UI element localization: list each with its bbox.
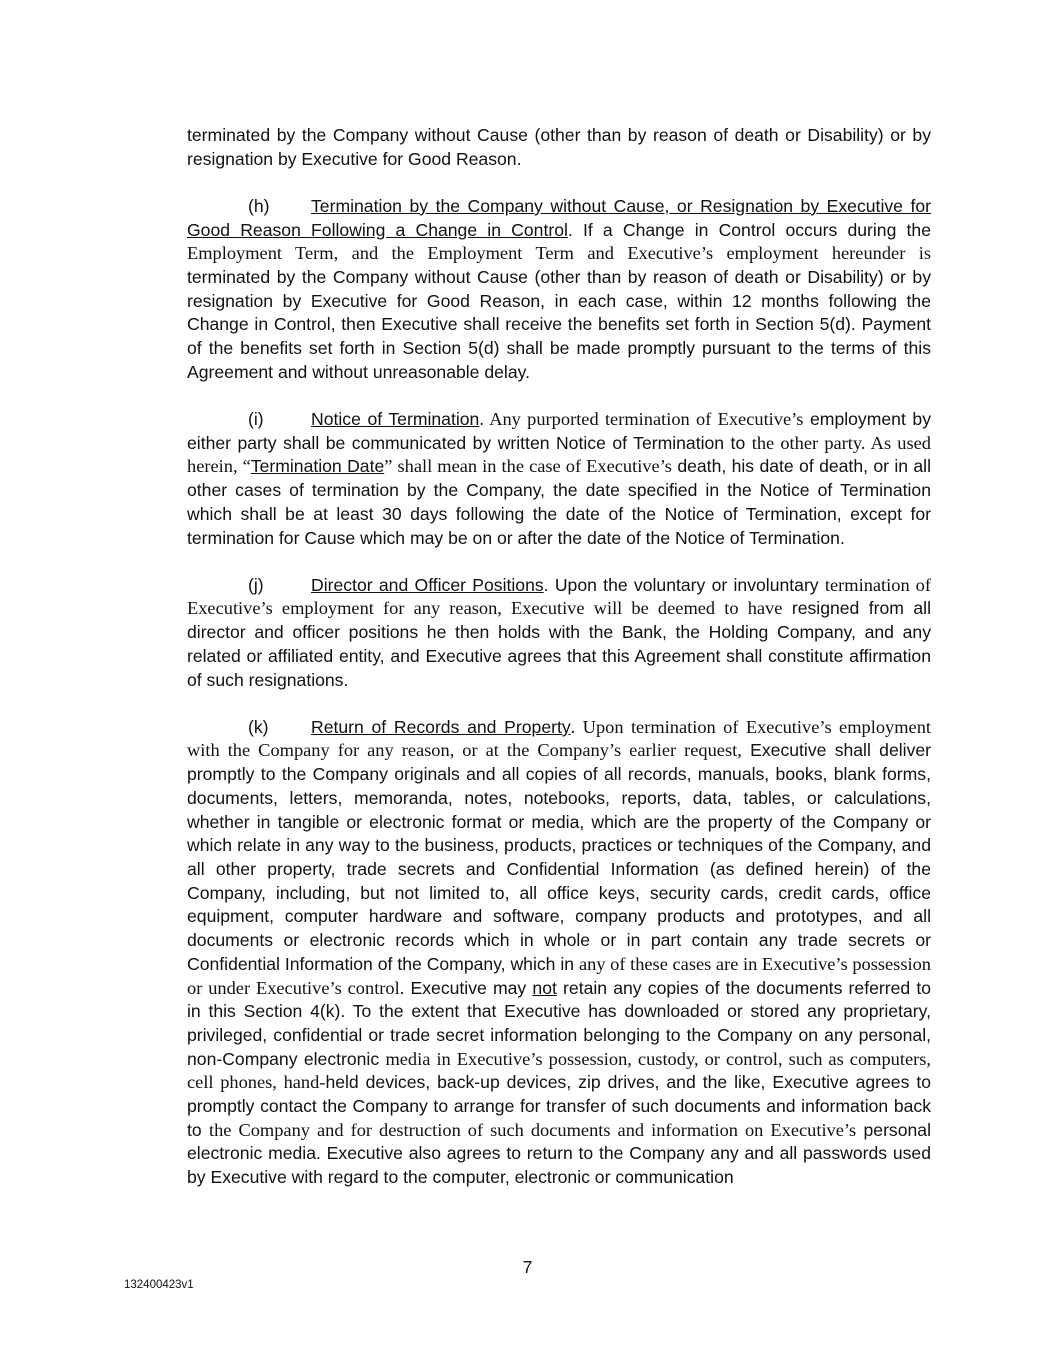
document-id: 132400423v1 — [124, 1279, 194, 1291]
section-heading: Director and Officer Positions — [311, 574, 544, 595]
paragraph-label: (k) — [248, 716, 269, 737]
paragraph-k — [187, 716, 931, 1190]
paragraph-text: terminated by the Company without Cause (other than by reason of death or Disability) or by resignation by Executive for Good Reason, in each case, within 12 months following the Change in Control, then Executive shall receive the benefits set forth in Section 5(d). Payment of the benefits set forth in Section 5(d) shall be made promptly pursuant to the terms of this Agreement and without unreasonable delay. — [187, 267, 931, 382]
paragraph-i — [187, 408, 931, 550]
paragraph-text-serif: ” shall mean in the case of Executive’s — [384, 456, 672, 477]
paragraph-text: held devices, back-up devices, zip drives, and the like, Executive agrees to promptly contact the Company to arrange for transfer of such documents and information back to — [187, 1072, 931, 1140]
paragraph-text-serif: termination of Executive’s employment for any reason, Executive will be deemed to have — [187, 574, 931, 619]
section-heading: Return of Records and Property — [311, 716, 571, 737]
page-number: 7 — [522, 1257, 533, 1277]
paragraph-label: (j) — [248, 574, 264, 595]
defined-term: Termination Date — [250, 456, 385, 477]
paragraph-continuation — [187, 124, 931, 171]
paragraph-text: retain any copies of the documents referred to in this Section 4(k). To the extent that Executive has downloaded or stored any proprietary, privileged, confidential or trade secret information belonging to the Company on any personal, non-Company electronic — [187, 977, 932, 1069]
paragraph-text: Executive may — [404, 977, 533, 998]
paragraph-h — [187, 195, 931, 385]
paragraph-text: . If a Change in Control occurs during the — [567, 219, 932, 240]
emphasis-text: not — [532, 977, 557, 998]
paragraph-text-serif: . Any purported termination of Executive’s — [479, 409, 804, 430]
document-body — [187, 124, 931, 1213]
paragraph-text-serif: any of these cases are in Executive’s possession or under Executive’s control. — [187, 953, 931, 998]
section-heading: Termination by the Company without Cause, or Resignation by Executive for Good Reason Following a Change in Control — [187, 195, 931, 240]
paragraph-label: (h) — [248, 195, 270, 216]
section-heading: Notice of Termination — [311, 409, 480, 430]
paragraph-text: resigned from all director and officer positions he then holds with the Bank, the Holding Company, and any related or affiliated entity, and Executive agrees that this Agreement shall constitute affirmation of such resignations. — [187, 598, 931, 690]
paragraph-text: personal electronic media. Executive also agrees to return to the Company any and all passwords used by Executive with regard to the computer, electronic or communication — [187, 1119, 931, 1188]
paragraph-text: Executive shall deliver promptly to the Company originals and all copies of all records, manuals, books, blank forms, documents, letters, memoranda, notes, notebooks, reports, data, tables, or calculations, whether in tangible or electronic format or media, which are the property of the Company or which relate in any way to the business, products, practices or techniques of the Company, and all other property, trade secrets and Confidential Information (as defined herein) of the Company, including, but not limited to, all office keys, security cards, credit cards, office equipment, computer hardware and software, company products and prototypes, and all documents or electronic records which in whole or in part contain any trade secrets or Confidential Information of the Company, which in — [187, 740, 932, 974]
paragraph-text-serif: Employment Term, and the Employment Term and Executive’s employment hereunder is — [187, 243, 931, 264]
paragraph-text-serif: media in Executive’s possession, custody, or control, such as computers, cell phones, hand- — [187, 1048, 931, 1093]
paragraph-j — [187, 574, 931, 693]
paragraph-text-serif: the other party. As used herein, “ — [187, 432, 932, 477]
paragraph-text: . Upon the voluntary or involuntary — [543, 574, 825, 595]
paragraph-text: death, his date of death, or in all other cases of termination by the Company, the date specified in the Notice of Termination which shall be at least 30 days following the date of the Notice of Termination, except for termination for Cause which may be on or after the date of the Notice of Termination. — [187, 456, 931, 548]
paragraph-text: employment by either party shall be communicated by written Notice of Termination to — [187, 409, 931, 453]
paragraph-text-serif: . Upon termination of Executive’s employment with the Company for any reason, or at the Company’s earlier request, — [187, 716, 931, 761]
paragraph-label: (i) — [248, 409, 264, 430]
paragraph-text-serif: the Company and for destruction of such documents and information on Executive’s — [208, 1119, 857, 1140]
paragraph-text: terminated by the Company without Cause (other than by reason of death or Disability) or by resignation by Executive for Good Reason. — [187, 125, 931, 169]
